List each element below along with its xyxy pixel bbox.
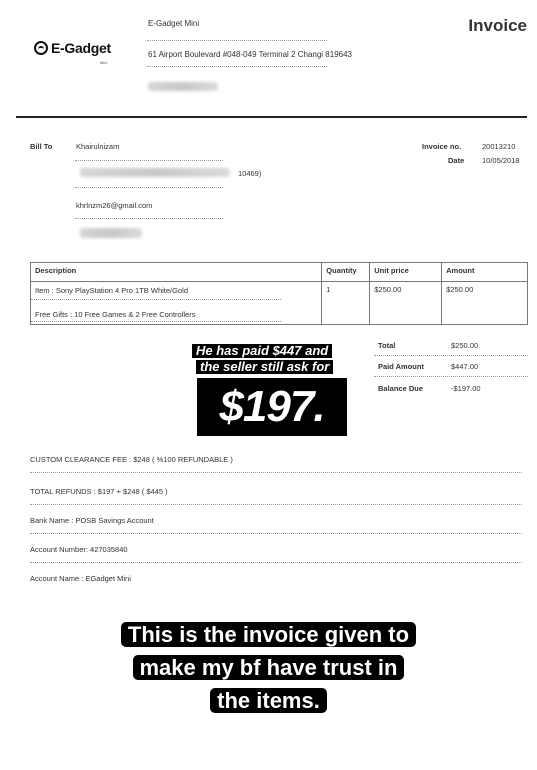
account-number-line: Account Number: 427035840 <box>30 545 522 563</box>
item-description: Item : Sony PlayStation 4 Pro 1TB White/Gold <box>31 282 281 300</box>
company-address: 61 Airport Boulevard #048-049 Terminal 2 Changi 819643 <box>148 50 352 59</box>
total-label: Total <box>378 341 396 350</box>
overlay-text-line-1: He has paid $447 and <box>192 344 332 358</box>
company-name: E-Gadget Mini <box>148 19 200 28</box>
invoice-date-label: Date <box>448 156 465 165</box>
caption-block <box>0 620 537 716</box>
total-refunds-line: TOTAL REFUNDS : $197 + $248 ( $445 ) <box>30 487 522 505</box>
company-logo <box>34 40 111 56</box>
table-header-row <box>31 263 528 282</box>
overlay-amount: $197. <box>197 378 347 436</box>
paid-amount-label: Paid Amount <box>378 362 424 371</box>
redacted-address <box>80 228 142 238</box>
caption-line-3: the items. <box>210 688 327 713</box>
balance-due-value: -$197.00 <box>451 384 481 393</box>
logo-text: E-Gadget <box>51 40 111 56</box>
invoice-date-value: 10/05/2018 <box>482 156 520 165</box>
invoice-number-value: 20013210 <box>482 142 516 151</box>
divider <box>374 376 528 377</box>
paid-amount-value: $447.00 <box>451 362 479 371</box>
total-value: $250.00 <box>451 341 479 350</box>
divider <box>374 355 528 356</box>
divider <box>75 187 223 188</box>
customs-fee-line: CUSTOM CLEARANCE FEE : $248 ( %100 REFUNDABLE ) <box>30 455 522 473</box>
free-gifts: Free Gifts : 10 Free Games & 2 Free Controllers <box>31 300 281 322</box>
customer-email: khrlnzm26@gmail.com <box>76 201 153 210</box>
item-quantity: 1 <box>322 282 370 325</box>
overlay-text-line-2: the seller still ask for <box>196 360 333 374</box>
invoice-number-label: Invoice no. <box>422 142 462 151</box>
customer-phone: 10469) <box>238 169 262 178</box>
balance-due-label: Balance Due <box>378 384 424 393</box>
col-header-unit-price: Unit price <box>370 263 442 282</box>
account-name-line: Account Name : EGadget Mini <box>30 574 131 583</box>
divider <box>75 160 223 161</box>
divider <box>75 218 223 219</box>
invoice-title: Invoice <box>468 16 527 35</box>
logo-sub: Mini <box>100 60 108 65</box>
bill-to-label: Bill To <box>30 142 53 151</box>
caption-line-1: This is the invoice given to <box>121 622 416 647</box>
col-header-quantity: Quantity <box>322 263 370 282</box>
divider <box>147 40 327 41</box>
items-table <box>30 262 528 325</box>
customer-name: Khairulnizam <box>76 142 120 151</box>
item-unit-price: $250.00 <box>370 282 442 325</box>
caption-line-2: make my bf have trust in <box>133 655 405 680</box>
header-rule <box>16 116 527 118</box>
col-header-description: Description <box>31 263 322 282</box>
item-description-cell <box>31 282 322 325</box>
col-header-amount: Amount <box>442 263 528 282</box>
logo-e-icon <box>34 41 48 55</box>
item-amount: $250.00 <box>442 282 528 325</box>
redacted-contact <box>148 82 218 91</box>
bank-name-line: Bank Name : POSB Savings Account <box>30 516 522 534</box>
table-row <box>31 282 528 325</box>
divider <box>147 66 327 67</box>
redacted-phone <box>80 168 230 177</box>
